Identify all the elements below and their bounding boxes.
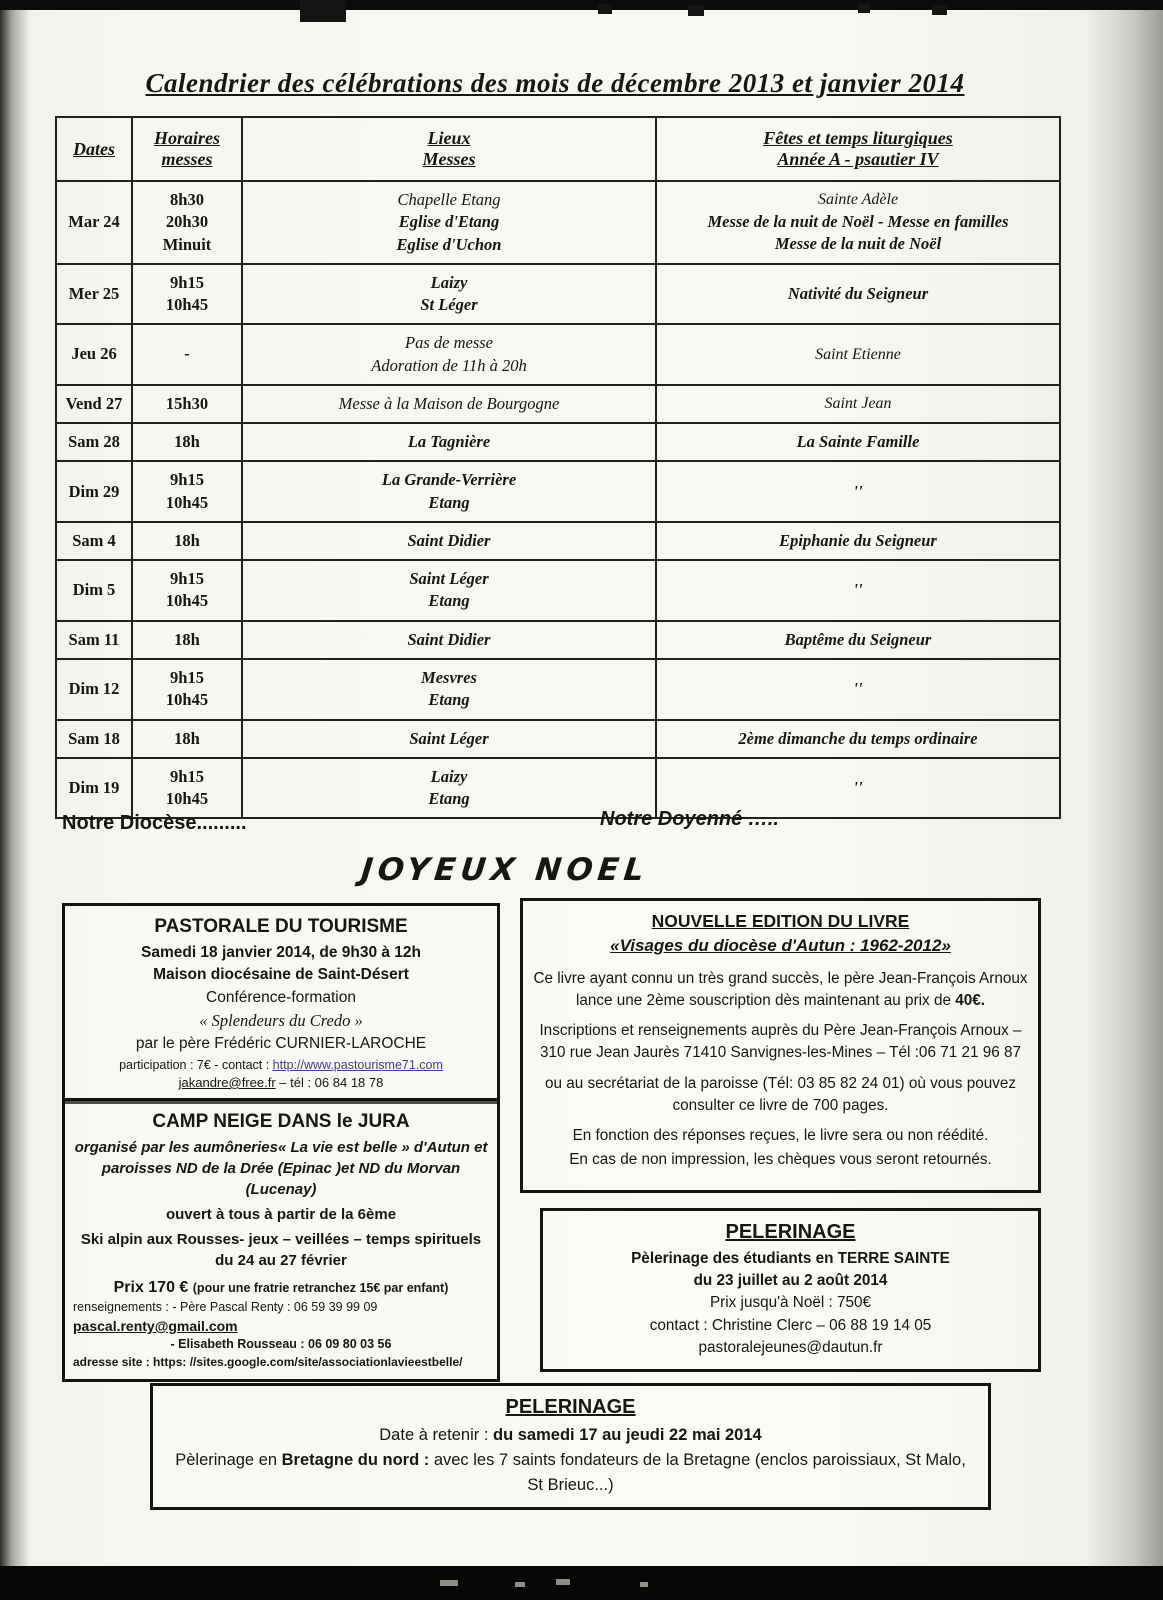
cell-lieux-line: Messe à la Maison de Bourgogne xyxy=(338,393,560,413)
cell-lieux-line: Saint Léger xyxy=(409,728,489,748)
camp-activities: Ski alpin aux Rousses- jeux – veillées – temps spirituels xyxy=(80,1231,482,1248)
notre-diocese-label: Notre Diocèse......... xyxy=(62,812,247,834)
cell-horaires-line: 10h45 xyxy=(165,690,209,710)
cell-lieux-line: Saint Léger xyxy=(409,569,489,589)
calendar-table xyxy=(55,116,1061,819)
camp-title: CAMP NEIGE DANS le JURA xyxy=(152,1111,410,1132)
cell-horaires-line: 8h30 xyxy=(170,190,204,209)
header-dates-label: Dates xyxy=(73,138,115,159)
cell-date-line: Sam 11 xyxy=(68,629,120,649)
table-row xyxy=(56,659,1060,720)
cell-horaires-line: 10h45 xyxy=(165,295,209,315)
scan-blob xyxy=(688,5,704,16)
cell-fetes xyxy=(656,385,1060,423)
cell-lieux xyxy=(242,758,656,819)
edition-paragraph-2: Inscriptions et renseignements auprès du Père Jean-François Arnoux – 310 rue Jean Jaurès 71410 Sanvignes-les-Mines – Tél :06 71 21 96 87 xyxy=(539,1022,1022,1062)
camp-contact-2: - Elisabeth Rousseau : 06 09 80 03 56 xyxy=(170,1337,392,1352)
cell-fetes-line: 2ème dimanche du temps ordinaire xyxy=(738,728,978,748)
cell-lieux xyxy=(242,720,656,758)
cell-lieux xyxy=(242,264,656,325)
bretagne-title: PELERINAGE xyxy=(505,1396,636,1418)
cell-horaires xyxy=(132,324,242,385)
cell-horaires-line: 18h xyxy=(174,432,200,452)
pastorale-theme: « Splendeurs du Credo » xyxy=(199,1011,363,1031)
camp-audience: ouvert à tous à partir de la 6ème xyxy=(165,1206,397,1223)
camp-price: Prix 170 € xyxy=(113,1279,193,1296)
cell-horaires xyxy=(132,385,242,423)
cell-horaires-line: 9h15 xyxy=(170,470,204,490)
calendar-table-body xyxy=(56,181,1060,818)
edition-p1-text: Ce livre ayant connu un très grand succès, le père Jean-François Arnoux lance une 2ème souscription dès maintenant au prix de xyxy=(533,970,1028,1009)
table-row xyxy=(56,720,1060,758)
camp-website: adresse site : https: //sites.google.com/site/associationlavieestbelle/ xyxy=(73,1354,463,1369)
cell-lieux-line: Eglise d'Etang xyxy=(398,212,500,232)
scan-blob xyxy=(932,5,947,15)
table-row xyxy=(56,621,1060,659)
camp-price-line xyxy=(73,1277,489,1299)
terre-sainte-description: Pèlerinage des étudiants en TERRE SAINTE xyxy=(631,1250,950,1267)
cell-date xyxy=(56,758,132,819)
bretagne-description-line xyxy=(173,1448,968,1498)
cell-fetes-line: Nativité du Seigneur xyxy=(787,283,929,303)
cell-lieux-line: Adoration de 11h à 20h xyxy=(371,355,527,375)
header-dates xyxy=(56,117,132,181)
scan-speck xyxy=(640,1582,648,1587)
cell-horaires xyxy=(132,758,242,819)
bretagne-dates: du samedi 17 au jeudi 22 mai 2014 xyxy=(493,1426,762,1444)
cell-fetes xyxy=(656,324,1060,385)
cell-fetes xyxy=(656,560,1060,621)
cell-horaires-line: 10h45 xyxy=(165,591,209,611)
cell-date xyxy=(56,423,132,461)
edition-price: 40€. xyxy=(955,991,986,1009)
cell-date xyxy=(56,461,132,522)
cell-date-line: Vend 27 xyxy=(65,393,123,413)
cell-lieux-line: Saint Didier xyxy=(407,530,491,550)
cell-date xyxy=(56,720,132,758)
cell-date-line: Sam 18 xyxy=(68,728,120,748)
cell-date xyxy=(56,181,132,264)
cell-horaires xyxy=(132,264,242,325)
cell-fetes-line: Saint Etienne xyxy=(815,345,901,363)
scan-edge-left xyxy=(0,0,30,1600)
cell-fetes-line: Messe de la nuit de Noël - Messe en familles xyxy=(707,211,1009,231)
cell-horaires-line: 9h15 xyxy=(170,766,204,786)
edition-paragraph-3: ou au secrétariat de la paroisse (Tél: 03 85 82 24 01) où vous pouvez consulter ce livre de 700 pages. xyxy=(544,1074,1017,1114)
cell-horaires xyxy=(132,461,242,522)
cell-lieux-line: St Léger xyxy=(420,295,478,315)
pastorale-type: Conférence-formation xyxy=(206,988,356,1006)
pastorale-date: Samedi 18 janvier 2014, de 9h30 à 12h xyxy=(140,944,422,961)
cell-lieux-line: Etang xyxy=(428,789,470,809)
scan-edge-right xyxy=(1085,0,1163,1600)
pastorale-tourisme-box xyxy=(62,903,500,1104)
cell-horaires-line: 18h xyxy=(174,728,200,748)
camp-neige-box xyxy=(62,1098,500,1382)
cell-lieux xyxy=(242,324,656,385)
cell-lieux xyxy=(242,181,656,264)
cell-fetes-line: '' xyxy=(853,580,863,600)
cell-fetes xyxy=(656,181,1060,264)
table-row xyxy=(56,324,1060,385)
cell-lieux-line: Etang xyxy=(428,591,470,611)
cell-date-line: Sam 4 xyxy=(72,530,116,550)
cell-lieux-line: Pas de messe xyxy=(405,333,493,353)
cell-horaires-line: 10h45 xyxy=(165,789,209,809)
cell-horaires xyxy=(132,522,242,560)
cell-fetes xyxy=(656,423,1060,461)
cell-fetes-line: '' xyxy=(853,481,863,501)
cell-date-line: Jeu 26 xyxy=(71,344,117,364)
table-row xyxy=(56,423,1060,461)
notre-doyenne-label: Notre Doyenné ….. xyxy=(600,808,779,830)
cell-lieux xyxy=(242,423,656,461)
cell-date-line: Dim 29 xyxy=(68,481,120,501)
camp-organizers: organisé par les aumôneries« La vie est belle » d'Autun et paroisses ND de la Drée (Epinac )et ND du Morvan (Lucenay) xyxy=(74,1139,488,1198)
edition-book-title: «Visages du diocèse d'Autun : 1962-2012» xyxy=(610,936,951,955)
cell-horaires-line: 9h15 xyxy=(170,272,204,292)
cell-fetes-line: La Sainte Famille xyxy=(796,432,920,452)
terre-sainte-email: pastoralejeunes@dautun.fr xyxy=(698,1338,883,1356)
cell-fetes-line: Saint Jean xyxy=(824,395,892,413)
header-lieux-line1: Lieux xyxy=(427,128,471,148)
edition-paragraph-1 xyxy=(533,968,1028,1011)
header-fetes xyxy=(656,117,1060,181)
pastorale-website-link: http://www.pastourisme71.com xyxy=(272,1057,443,1072)
camp-email: pascal.renty@gmail.com xyxy=(73,1317,238,1334)
cell-date xyxy=(56,264,132,325)
header-lieux xyxy=(242,117,656,181)
cell-date xyxy=(56,621,132,659)
table-row xyxy=(56,385,1060,423)
cell-horaires xyxy=(132,423,242,461)
edition-paragraph-4: En fonction des réponses reçues, le livre sera ou non réédité. xyxy=(572,1127,989,1145)
scan-blob xyxy=(598,4,612,14)
cell-date-line: Dim 12 xyxy=(68,679,120,699)
cell-lieux-line: La Grande-Verrière xyxy=(381,470,517,490)
joyeux-noel-greeting: JOYEUX NOEL xyxy=(359,852,651,888)
cell-lieux-line: Mesvres xyxy=(421,667,477,687)
table-row xyxy=(56,522,1060,560)
scan-speck xyxy=(515,1582,525,1587)
bretagne-desc-prefix: Pèlerinage en xyxy=(175,1450,282,1469)
pastorale-participation-line xyxy=(73,1056,489,1074)
cell-fetes xyxy=(656,522,1060,560)
pastorale-email: jakandre@free.fr xyxy=(178,1074,276,1090)
bretagne-date-line xyxy=(173,1423,968,1448)
pastorale-location: Maison diocésaine de Saint-Désert xyxy=(153,966,409,984)
cell-date xyxy=(56,324,132,385)
pastorale-contact-line xyxy=(73,1074,489,1093)
cell-horaires xyxy=(132,560,242,621)
cell-date xyxy=(56,522,132,560)
cell-fetes-line: '' xyxy=(853,679,863,699)
cell-fetes-line: Sainte Adèle xyxy=(817,191,899,209)
cell-horaires xyxy=(132,659,242,720)
cell-fetes-line: Epiphanie du Seigneur xyxy=(779,530,937,550)
cell-horaires xyxy=(132,181,242,264)
cell-date-line: Dim 19 xyxy=(68,777,120,797)
scan-speck xyxy=(556,1579,570,1585)
header-lieux-line2: Messes xyxy=(422,149,476,169)
pastorale-speaker: par le père Frédéric CURNIER-LAROCHE xyxy=(135,1035,427,1053)
cell-date xyxy=(56,560,132,621)
cell-horaires-line: 18h xyxy=(174,530,200,550)
cell-fetes-line: Baptême du Seigneur xyxy=(784,629,932,649)
cell-horaires xyxy=(132,720,242,758)
cell-date-line: Mer 25 xyxy=(68,283,120,303)
cell-fetes xyxy=(656,720,1060,758)
cell-horaires-line: Minuit xyxy=(162,234,212,254)
cell-date-line: Sam 28 xyxy=(68,432,120,452)
cell-lieux xyxy=(242,522,656,560)
header-horaires xyxy=(132,117,242,181)
cell-horaires-line: 15h30 xyxy=(165,393,209,413)
cell-date-line: Dim 5 xyxy=(72,580,116,600)
scan-edge-bottom xyxy=(0,1566,1163,1600)
header-fetes-line2: Année A - psautier IV xyxy=(777,149,939,169)
cell-horaires-line: 10h45 xyxy=(165,492,209,512)
terre-sainte-price: Prix jusqu'à Noël : 750€ xyxy=(709,1294,872,1312)
table-row xyxy=(56,181,1060,264)
cell-horaires-line: 9h15 xyxy=(170,569,204,589)
cell-horaires-line: 9h15 xyxy=(170,667,204,687)
terre-sainte-title: PELERINAGE xyxy=(725,1221,856,1243)
cell-lieux xyxy=(242,659,656,720)
header-horaires-line1: Horaires xyxy=(153,128,220,148)
bretagne-date-label: Date à retenir : xyxy=(379,1426,493,1444)
camp-price-note: (pour une fratrie retranchez 15€ par enfant) xyxy=(192,1281,449,1295)
pelerinage-bretagne-box xyxy=(150,1383,991,1510)
pastorale-title: PASTORALE DU TOURISME xyxy=(154,916,408,937)
cell-fetes xyxy=(656,264,1060,325)
cell-fetes-line: Messe de la nuit de Noël xyxy=(774,234,942,254)
edition-paragraph-5: En cas de non impression, les chèques vous seront retournés. xyxy=(569,1151,992,1169)
cell-horaires-line: 18h xyxy=(174,629,200,649)
cell-lieux-line: Etang xyxy=(428,690,470,710)
terre-sainte-contact: contact : Christine Clerc – 06 88 19 14 05 xyxy=(649,1316,932,1334)
cell-lieux-line: Chapelle Etang xyxy=(397,190,501,209)
pastorale-participation-text: participation : 7€ - contact : xyxy=(119,1057,273,1072)
bretagne-destination: Bretagne du nord : xyxy=(281,1450,430,1469)
scan-blob xyxy=(858,4,870,13)
header-horaires-line2: messes xyxy=(161,149,213,169)
cell-lieux-line: Laizy xyxy=(430,766,468,786)
cell-date-line: Mar 24 xyxy=(68,212,120,232)
cell-lieux xyxy=(242,621,656,659)
header-fetes-line1: Fêtes et temps liturgiques xyxy=(763,128,953,148)
table-row xyxy=(56,560,1060,621)
cell-lieux-line: Saint Didier xyxy=(407,629,491,649)
cell-horaires-line: - xyxy=(184,344,190,364)
table-header-row xyxy=(56,117,1060,181)
cell-lieux-line: Etang xyxy=(428,492,470,512)
scan-edge-top xyxy=(0,0,1163,10)
cell-lieux xyxy=(242,461,656,522)
table-row xyxy=(56,758,1060,819)
table-row xyxy=(56,264,1060,325)
bretagne-desc-rest: avec les 7 saints fondateurs de la Bretagne (enclos paroissiaux, St Malo, St Brieuc...) xyxy=(429,1450,966,1494)
table-row xyxy=(56,461,1060,522)
cell-date xyxy=(56,659,132,720)
camp-dates: du 24 au 27 février xyxy=(215,1252,347,1269)
cell-horaires xyxy=(132,621,242,659)
cell-fetes-line: '' xyxy=(853,777,863,797)
terre-sainte-dates: du 23 juillet au 2 août 2014 xyxy=(693,1272,888,1290)
scan-blob xyxy=(300,0,346,22)
cell-fetes xyxy=(656,659,1060,720)
cell-lieux xyxy=(242,385,656,423)
cell-date xyxy=(56,385,132,423)
scan-speck xyxy=(440,1580,458,1586)
pastorale-phone: – tél : 06 84 18 78 xyxy=(275,1074,384,1090)
cell-lieux-line: Laizy xyxy=(430,272,468,292)
edition-title: NOUVELLE EDITION DU LIVRE xyxy=(651,911,910,931)
camp-contact-1: renseignements : - Père Pascal Renty : 06 59 39 99 09 xyxy=(73,1300,378,1315)
cell-lieux xyxy=(242,560,656,621)
nouvelle-edition-box xyxy=(520,898,1041,1193)
cell-fetes xyxy=(656,461,1060,522)
cell-fetes xyxy=(656,621,1060,659)
cell-lieux-line: Eglise d'Uchon xyxy=(396,234,502,254)
cell-lieux-line: La Tagnière xyxy=(407,432,491,452)
pelerinage-terre-sainte-box xyxy=(540,1208,1041,1372)
cell-horaires-line: 20h30 xyxy=(165,212,209,232)
page-title: Calendrier des célébrations des mois de décembre 2013 et janvier 2014 xyxy=(145,68,965,98)
